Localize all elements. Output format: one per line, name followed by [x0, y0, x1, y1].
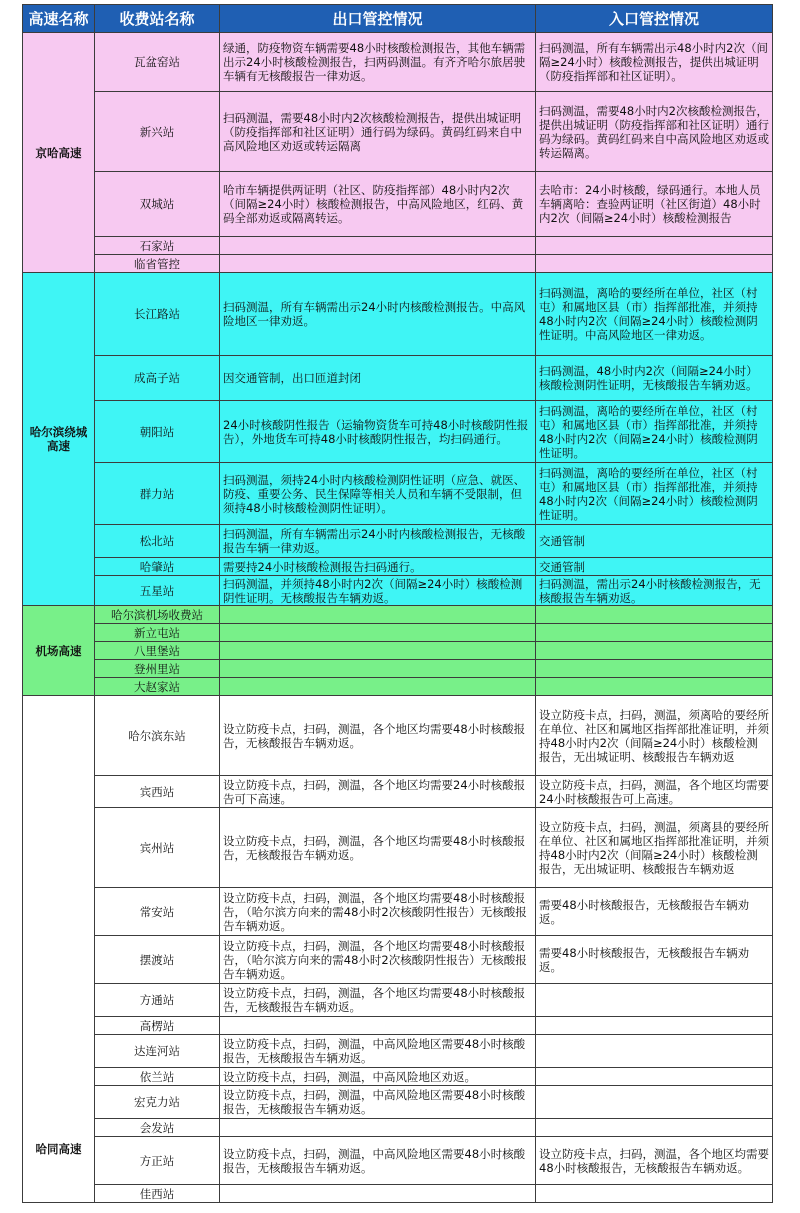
exit-control [220, 1185, 536, 1203]
station-name: 松北站 [95, 525, 220, 558]
station-name: 朝阳站 [95, 401, 220, 463]
entry-control: 扫码测温，所有车辆需出示48小时内2次（间隔≥24小时）核酸检测报告，提供出城证明（防疫指挥部和社区证明）。 [536, 33, 773, 92]
station-name: 宾州站 [95, 808, 220, 888]
table-row [23, 642, 773, 660]
station-name: 双城站 [95, 172, 220, 237]
entry-control [536, 1017, 773, 1035]
station-name: 石家站 [95, 237, 220, 255]
table-row [23, 984, 773, 1017]
station-name: 临省管控 [95, 255, 220, 273]
table-row [23, 776, 773, 808]
entry-control: 设立防疫卡点，扫码，测温，各个地区均需要48小时核酸报告，无核酸报告车辆劝返。 [536, 1137, 773, 1185]
entry-control [536, 1119, 773, 1137]
highway-name: 哈尔滨绕城高速 [23, 273, 95, 606]
table-row [23, 237, 773, 255]
exit-control: 设立防疫卡点，扫码，测温，中高风险地区需要48小时核酸报告，无核酸报告车辆劝返。 [220, 1035, 536, 1068]
entry-control: 扫码测温，需出示24小时核酸检测报告，无核酸报告车辆劝返。 [536, 576, 773, 606]
entry-control: 设立防疫卡点，扫码，测温，各个地区均需要24小时核酸报告可上高速。 [536, 776, 773, 808]
exit-control: 设立防疫卡点，扫码，测温，各个地区均需要48小时核酸报告，无核酸报告车辆劝返。 [220, 984, 536, 1017]
table-row [23, 576, 773, 606]
exit-control: 绿通，防疫物资车辆需要48小时核酸检测报告，其他车辆需出示24小时核酸检测报告，扫两码测温。有齐齐哈尔旅居驶车辆有无核酸报告一律劝返。 [220, 33, 536, 92]
highway-name: 机场高速 [23, 606, 95, 696]
exit-control: 设立防疫卡点，扫码，测温，各个地区均需要48小时核酸报告，（哈尔滨方向来的需48小时2次核酸阴性报告）无核酸报告车辆劝返。 [220, 936, 536, 984]
exit-control: 设立防疫卡点，扫码，测温，各个地区均需要48小时核酸报告，（哈尔滨方向来的需48小时2次核酸阴性报告）无核酸报告车辆劝返。 [220, 888, 536, 936]
entry-control: 扫码测温，48小时内2次（间隔≥24小时）核酸检测阴性证明，无核酸报告车辆劝返。 [536, 356, 773, 401]
station-name: 方通站 [95, 984, 220, 1017]
table-row [23, 92, 773, 172]
entry-control: 扫码测温，离哈的要经所在单位，社区（村屯）和属地区县（市）指挥部批准，并须持48小时内2次（间隔≥24小时）核酸检测阴性证明。 [536, 463, 773, 525]
exit-control: 设立防疫卡点，扫码，测温，中高风险地区需要48小时核酸报告，无核酸报告车辆劝返。 [220, 1137, 536, 1185]
header-highway: 高速名称 [23, 5, 95, 33]
table-row [23, 463, 773, 525]
exit-control: 扫码测温，所有车辆需出示24小时内核酸检测报告。中高风险地区一律劝返。 [220, 273, 536, 356]
entry-control: 扫码测温，离哈的要经所在单位，社区（村屯）和属地区县（市）指挥部批准，并须持48小时内2次（间隔≥24小时）核酸检测阴性证明。中高风险地区一律劝返。 [536, 273, 773, 356]
exit-control [220, 624, 536, 642]
entry-control: 交通管制 [536, 525, 773, 558]
entry-control [536, 237, 773, 255]
entry-control: 去哈市：24小时核酸，绿码通行。本地人员车辆离哈：查验两证明（社区街道）48小时内2次（间隔≥24小时）核酸检测报告 [536, 172, 773, 237]
station-name: 佳西站 [95, 1185, 220, 1203]
entry-control [536, 660, 773, 678]
exit-control: 24小时核酸阴性报告（运输物资货车可持48小时核酸阴性报告），外地货车可持48小时核酸阴性报告，均扫码通行。 [220, 401, 536, 463]
entry-control: 扫码测温，需要48小时内2次核酸检测报告，提供出城证明（防疫指挥部和社区证明）通行码为绿码。黄码红码来自中高风险地区劝返或转运隔离。 [536, 92, 773, 172]
table-row [23, 606, 773, 624]
station-name: 宏克力站 [95, 1086, 220, 1119]
station-name: 群力站 [95, 463, 220, 525]
entry-control [536, 1068, 773, 1086]
exit-control: 设立防疫卡点，扫码，测温，中高风险地区劝返。 [220, 1068, 536, 1086]
exit-control [220, 1119, 536, 1137]
header-exit: 出口管控情况 [220, 5, 536, 33]
station-name: 高楞站 [95, 1017, 220, 1035]
table-row [23, 660, 773, 678]
header-station: 收费站名称 [95, 5, 220, 33]
entry-control [536, 624, 773, 642]
exit-control: 设立防疫卡点，扫码，测温，各个地区均需要48小时核酸报告，无核酸报告车辆劝返。 [220, 696, 536, 776]
exit-control: 需要持24小时核酸检测报告扫码通行。 [220, 558, 536, 576]
entry-control [536, 984, 773, 1017]
exit-control: 扫码测温，需要48小时内2次核酸检测报告，提供出城证明（防疫指挥部和社区证明）通行码为绿码。黄码红码来自中高风险地区劝返或转运隔离 [220, 92, 536, 172]
exit-control: 扫码测温，须持24小时内核酸检测阴性证明（应急、就医、防疫、重要公务、民生保障等相关人员和车辆不受限制，但须持48小时核酸检测阴性证明）。 [220, 463, 536, 525]
table-row [23, 255, 773, 273]
table-row [23, 1185, 773, 1203]
station-name: 成高子站 [95, 356, 220, 401]
exit-control [220, 678, 536, 696]
exit-control: 设立防疫卡点，扫码，测温，各个地区均需要24小时核酸报告可下高速。 [220, 776, 536, 808]
exit-control: 扫码测温，所有车辆需出示24小时内核酸检测报告，无核酸报告车辆一律劝返。 [220, 525, 536, 558]
station-name: 依兰站 [95, 1068, 220, 1086]
table-row [23, 1068, 773, 1086]
station-name: 登州里站 [95, 660, 220, 678]
exit-control [220, 660, 536, 678]
station-name: 哈尔滨机场收费站 [95, 606, 220, 624]
header-row [23, 5, 773, 33]
table-row [23, 1035, 773, 1068]
table-row [23, 624, 773, 642]
table-row [23, 33, 773, 92]
exit-control [220, 606, 536, 624]
exit-control: 扫码测温，并须持48小时内2次（间隔≥24小时）核酸检测阴性证明。无核酸报告车辆劝返。 [220, 576, 536, 606]
header-entry: 入口管控情况 [536, 5, 773, 33]
entry-control: 设立防疫卡点，扫码，测温，须离哈的要经所在单位、社区和属地区指挥部批准证明，并须持48小时内2次（间隔≥24小时）核酸检测报告，无出城证明、核酸报告车辆劝返 [536, 696, 773, 776]
table-row [23, 558, 773, 576]
entry-control [536, 642, 773, 660]
highway-name: 哈同高速 [23, 696, 95, 1203]
entry-control [536, 606, 773, 624]
station-name: 哈尔滨东站 [95, 696, 220, 776]
station-name: 摆渡站 [95, 936, 220, 984]
station-name: 大赵家站 [95, 678, 220, 696]
entry-control [536, 1035, 773, 1068]
table-row [23, 888, 773, 936]
entry-control: 需要48小时核酸报告，无核酸报告车辆劝返。 [536, 888, 773, 936]
station-name: 宾西站 [95, 776, 220, 808]
table-row [23, 1137, 773, 1185]
station-name: 新兴站 [95, 92, 220, 172]
table-row [23, 172, 773, 237]
table-row [23, 1086, 773, 1119]
exit-control: 哈市车辆提供两证明（社区、防疫指挥部）48小时内2次（间隔≥24小时）核酸检测报告，中高风险地区，红码、黄码全部劝返或隔离转运。 [220, 172, 536, 237]
station-name: 方正站 [95, 1137, 220, 1185]
table-row [23, 1119, 773, 1137]
highway-name: 京哈高速 [23, 33, 95, 273]
exit-control: 因交通管制，出口匝道封闭 [220, 356, 536, 401]
station-name: 会发站 [95, 1119, 220, 1137]
exit-control [220, 642, 536, 660]
station-name: 达连河站 [95, 1035, 220, 1068]
station-name: 常安站 [95, 888, 220, 936]
table-row [23, 401, 773, 463]
table-row [23, 525, 773, 558]
station-name: 瓦盆窑站 [95, 33, 220, 92]
station-name: 哈肇站 [95, 558, 220, 576]
station-name: 八里堡站 [95, 642, 220, 660]
exit-control [220, 255, 536, 273]
entry-control [536, 678, 773, 696]
entry-control: 交通管制 [536, 558, 773, 576]
station-name: 五星站 [95, 576, 220, 606]
table-row [23, 273, 773, 356]
entry-control: 设立防疫卡点，扫码，测温，须离县的要经所在单位、社区和属地区指挥部批准证明，并须持48小时内2次（间隔≥24小时）核酸检测报告，无出城证明、核酸报告车辆劝返 [536, 808, 773, 888]
exit-control: 设立防疫卡点，扫码，测温，中高风险地区需要48小时核酸报告，无核酸报告车辆劝返。 [220, 1086, 536, 1119]
entry-control [536, 1086, 773, 1119]
exit-control [220, 1017, 536, 1035]
table-row [23, 356, 773, 401]
control-table [22, 4, 773, 1203]
table-row [23, 808, 773, 888]
entry-control: 需要48小时核酸报告，无核酸报告车辆劝返。 [536, 936, 773, 984]
exit-control [220, 237, 536, 255]
entry-control: 扫码测温，离哈的要经所在单位，社区（村屯）和属地区县（市）指挥部批准，并须持48小时内2次（间隔≥24小时）核酸检测阴性证明。 [536, 401, 773, 463]
table-row [23, 678, 773, 696]
station-name: 长江路站 [95, 273, 220, 356]
table-row [23, 696, 773, 776]
table-row [23, 1017, 773, 1035]
entry-control [536, 1185, 773, 1203]
table-row [23, 936, 773, 984]
exit-control: 设立防疫卡点，扫码，测温，各个地区均需要48小时核酸报告，无核酸报告车辆劝返。 [220, 808, 536, 888]
entry-control [536, 255, 773, 273]
station-name: 新立屯站 [95, 624, 220, 642]
